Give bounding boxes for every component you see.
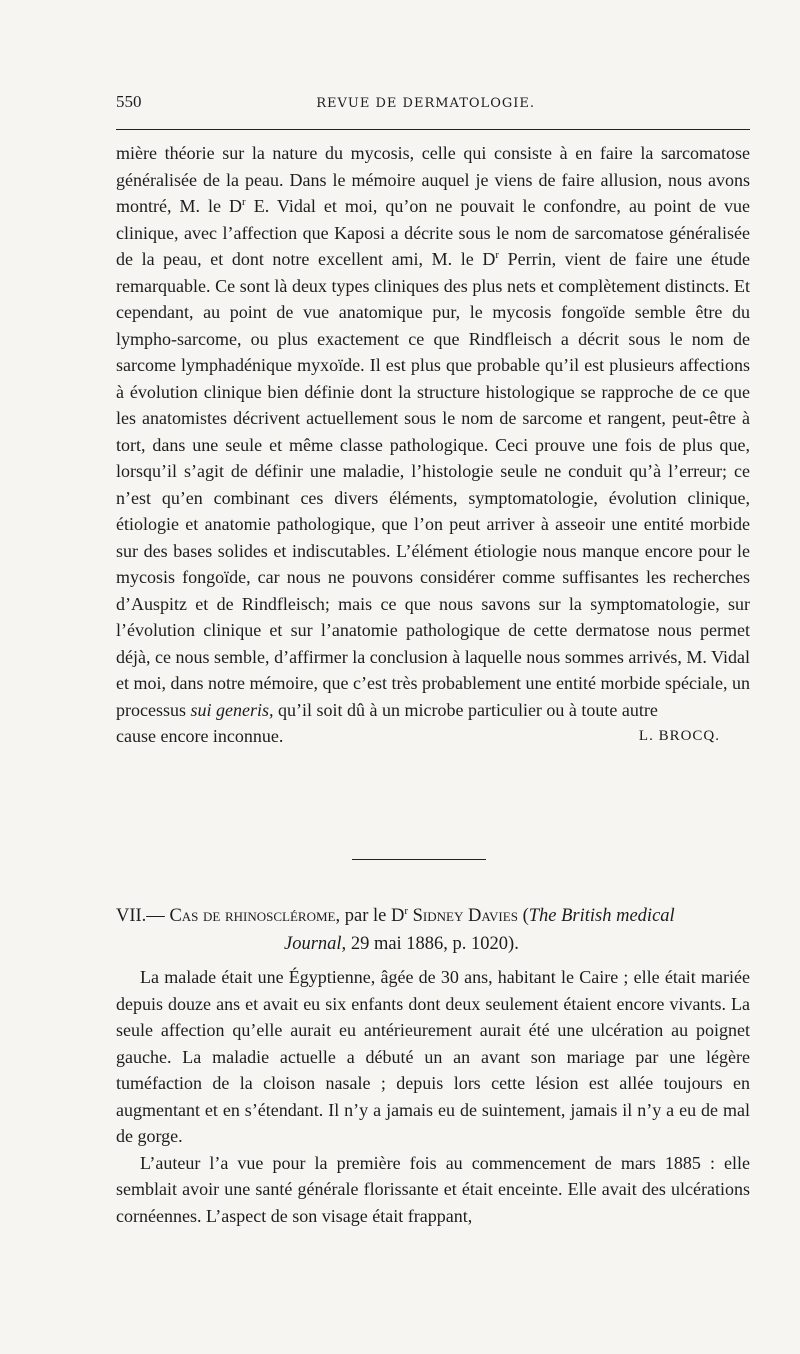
paragraph: La malade était une Égyptienne, âgée de 30 ans, habitant le Caire ; elle était mariée depuis douze ans et avait eu six enfants dont deux seulement étaient encore vivants. La seule affection qu’elle aurait eu antérieurement aurait été une ulcération au poignet gauche. La maladie actuelle a débuté un an avant son mariage par une légère tuméfaction de la cloison nasale ; depuis lors cette lésion est allée toujours en augmentant et en s’étendant. Il n’y a jamais eu de suintement, jamais il n’y a eu de mal de gorge. <box>116 967 750 1146</box>
heading-line-2 <box>116 930 750 958</box>
text-run: par le D <box>340 906 405 926</box>
paragraph: L’auteur l’a vue pour la première fois au commencement de mars 1885 : elle semblait avoir une santé générale florissante et était enceinte. Elle avait des ulcérations cornéennes. L’aspect de son visage était frappant, <box>116 1152 750 1226</box>
continued-article <box>116 140 750 750</box>
article-heading <box>116 902 750 958</box>
journal-name: The British medical <box>528 906 675 926</box>
article-title: Cas de rhinosclérome, <box>169 906 341 926</box>
heading-line-1 <box>116 902 750 930</box>
text-run: Perrin, vient de faire une étude remarquable. Ce sont là deux types cliniques des plus nets et complètement distincts. Et cependant, au point de vue anatomique pur, le mycosis fongoïde semble être du lympho-sarcome, ou plus exactement ce que Rindfleisch a décrit sous le nom de sarcome lymphadénique myxoïde. Il est plus que probable qu’il est plusieurs affections à évolution clinique bien définie dont la structure histologique se rapproche de ce que les anatomistes décrivent actuellement sous le nom de sarcome et rangent, peut-être à tort, dans une seule et même classe pathologique. Ceci prouve une fois de plus que, lorsqu’il s’agit de définir une maladie, l’histologie seule ne conduit qu’à l’erreur; ce n’est qu’en combinant ces divers éléments, symptomatologie, évolution clinique, étiologie et anatomie pathologique, que l’on peut arriver à asseoir une entité morbide sur des bases solides et indiscutables. L’élément étiologie nous manque encore pour le mycosis fongoïde, car nous ne pouvons considérer comme suffisantes les recherches d’Auspitz et de Rindfleisch; mais ce que nous savons sur la symptomatologie, sur l’évolution clinique et sur l’anatomie pathologique de cette dermatose nous permet déjà, ce nous semble, d’affirmer la conclusion à laquelle nous sommes arrivés, M. Vidal et moi, dans notre mémoire, que c’est très probablement une entité morbide spéciale, un processus <box>116 249 750 720</box>
author-name: Sidney Davies <box>408 906 518 926</box>
text-run: mière théorie sur la nature du mycosis, celle qui consiste à en faire la sarcomatose généralisée de la peau. Dans le mémoire auquel je viens de faire allusion, nous avons montré, M. le D <box>116 143 750 216</box>
text-run: ( <box>517 906 529 926</box>
continued-paragraph <box>116 140 750 723</box>
running-header <box>116 92 750 112</box>
author-signature: L. BROCQ. <box>638 728 720 744</box>
article-body <box>116 964 750 1229</box>
page-number: 550 <box>116 92 142 111</box>
italic-text: sui generis, <box>190 699 274 720</box>
superscript: r <box>242 196 246 208</box>
text-run: qu’il soit dû à un microbe particulier ou à toute autre <box>273 699 658 720</box>
header-rule <box>116 129 750 130</box>
article-number: VII.— <box>116 906 165 926</box>
citation: 29 mai 1886, p. 1020). <box>346 934 519 954</box>
closing-line <box>116 723 750 750</box>
last-line: cause encore inconnue. <box>116 726 284 746</box>
text-run: E. Vidal et moi, qu’on ne pouvait le confondre, au point de vue clinique, avec l’affection que Kaposi a décrite sous le nom de sarcomatose généralisée de la peau, et dont notre excellent ami, M. le D <box>116 196 750 269</box>
superscript: r <box>404 904 408 917</box>
journal-name: Journal, <box>284 934 347 954</box>
running-title: REVUE DE DERMATOLOGIE. <box>316 96 535 111</box>
superscript: r <box>495 249 500 261</box>
section-separator <box>352 859 486 860</box>
